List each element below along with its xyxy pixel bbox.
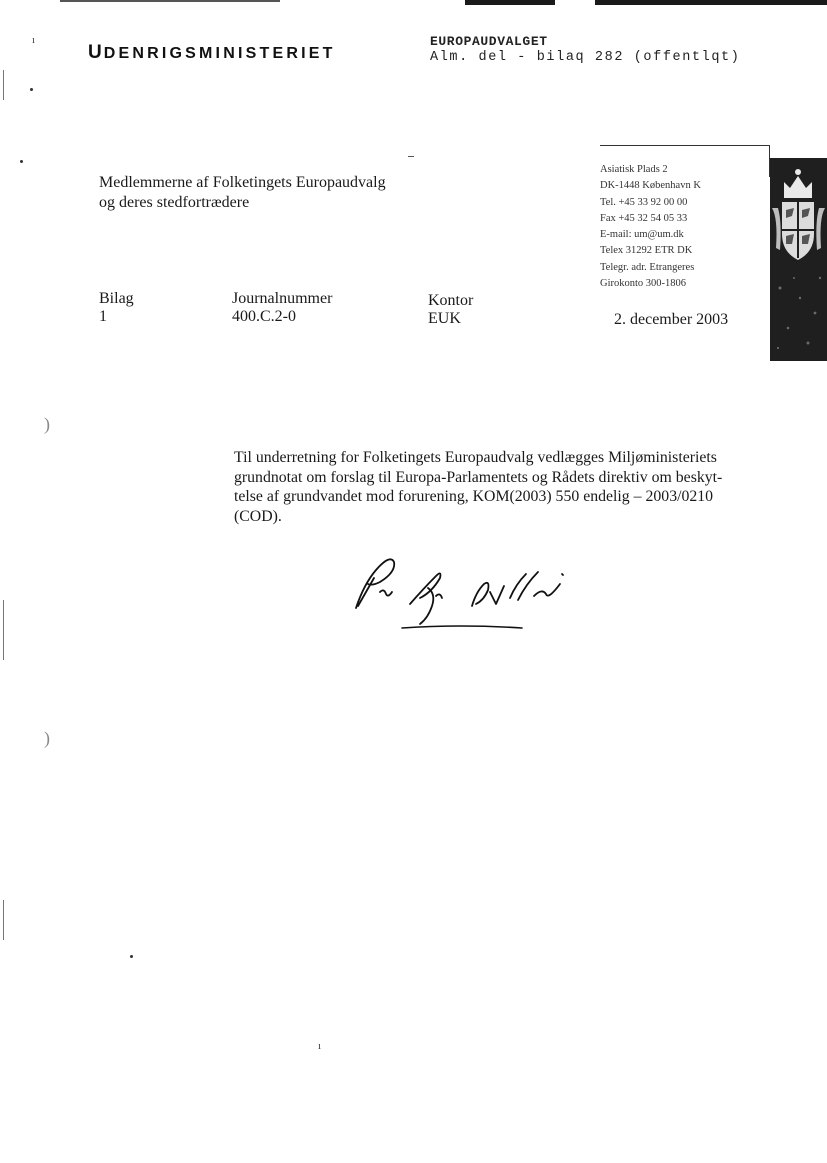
journal-value: 400.C.2-0: [232, 308, 296, 325]
scan-artifact: [3, 900, 4, 940]
scan-artifact: [465, 0, 555, 5]
bilag-label: Bilag: [99, 290, 134, 307]
journal-label: Journalnummer: [232, 290, 333, 307]
address-street: Asiatisk Plads 2: [600, 164, 668, 175]
bilag-field: [99, 290, 134, 326]
stamp-committee: EUROPAUDVALGET: [430, 34, 548, 49]
letter-date: 2. december 2003: [614, 311, 729, 328]
scan-mark: ): [44, 414, 50, 434]
scan-artifact: [60, 0, 280, 2]
scan-artifact: [595, 0, 827, 5]
address-city: DK-1448 København K: [600, 180, 701, 192]
scan-artifact: [3, 70, 4, 100]
recipient-block: [99, 173, 386, 213]
address-telex: Telex 31292 ETR DK: [600, 245, 693, 257]
ministry-rest: DENRIGSMINISTERIET: [103, 45, 336, 62]
scan-mark: [130, 955, 133, 958]
address-tel: Tel. +45 33 92 00 00: [600, 196, 688, 208]
kontor-label: Kontor: [428, 292, 474, 309]
body-line: Til underretning for Folketingets Europaudvalg vedlægges Miljøministeriets: [234, 449, 717, 466]
address-block: [600, 162, 701, 292]
address-giro: Girokonto 300-1806: [600, 278, 687, 290]
scan-mark: [408, 156, 414, 157]
journal-field: [232, 290, 332, 326]
archive-stamp: [430, 34, 740, 66]
bilag-value: 1: [99, 308, 107, 325]
kontor-field: [428, 292, 473, 328]
scan-mark: [30, 88, 33, 91]
handwritten-signature: [350, 548, 580, 643]
body-line: (COD).: [234, 507, 282, 525]
scan-mark: ): [44, 728, 50, 748]
scan-artifact: [3, 600, 4, 660]
scan-mark: ı: [318, 1040, 322, 1052]
coat-of-arms-icon: [770, 158, 827, 361]
ministry-name: [88, 42, 336, 64]
stamp-reference: Alm. del - bilaq 282 (offentlqt): [430, 50, 741, 65]
address-fax: Fax +45 32 54 05 33: [600, 212, 688, 224]
scan-mark: ı: [32, 34, 36, 46]
body-line: telse af grundvandet mod forurening, KOM(2003) 550 endelig – 2003/0210: [234, 488, 714, 505]
address-email: E-mail: um@um.dk: [600, 229, 684, 241]
recipient-line: Medlemmerne af Folketingets Europaudvalg: [99, 174, 386, 191]
body-line: grundnotat om forslag til Europa-Parlamentets og Rådets direktiv om beskyt-: [234, 468, 723, 486]
recipient-line: og deres stedfortrædere: [99, 194, 250, 211]
address-frame-top: [600, 145, 770, 146]
scan-mark: [20, 160, 23, 163]
kontor-value: EUK: [428, 310, 461, 327]
ministry-initial: U: [88, 42, 104, 63]
letter-body: [234, 448, 764, 526]
address-telegram: Telegr. adr. Etrangeres: [600, 261, 695, 273]
